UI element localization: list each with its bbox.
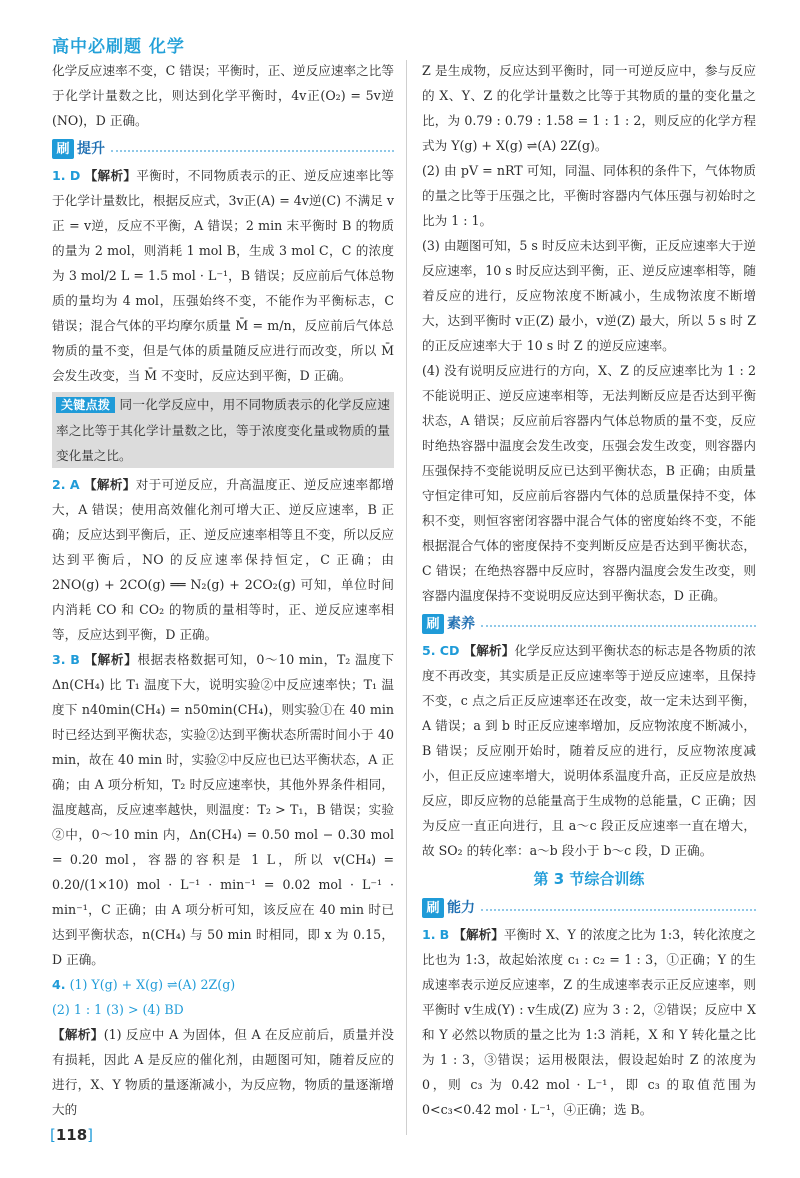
question-number: 3. xyxy=(52,652,66,667)
part-3-paragraph: (3) 由题图可知，5 s 时反应未达到平衡，正反应速率大于逆反应速率，10 s 时反应达到平衡，正、逆反应速率相等，随着反应的进行，反应物浓度不断减小，生成物浓度不断增大，达到平衡时 v正(Z) 最小，v逆(Z) 最大，所以 5 s 时 Z 的正反应速率大于 10 s 时 Z 的逆反应速率。 xyxy=(422,238,756,353)
dotted-rule xyxy=(111,150,394,152)
question-number: 1. xyxy=(422,927,436,942)
page-number: [118] xyxy=(50,1126,94,1144)
analysis-tag: 【解析】 xyxy=(84,477,136,492)
analysis-text: (1) 反应中 A 为固体，但 A 在反应前后，质量并没有损耗，因此 A 是反应的催化剂，由题图可知，随着反应的进行，X、Y 物质的量逐渐减小，为反应物，物质的量逐渐增大的 xyxy=(52,1027,395,1117)
chapter-title: 第 3 节综合训练 xyxy=(533,870,645,888)
question-5 xyxy=(422,638,756,863)
key-tip-box xyxy=(52,392,394,468)
section-title: 素养 xyxy=(447,615,475,632)
answer-line-2: (2) 1 : 1 (3) > (4) BD xyxy=(52,1002,184,1017)
question-number: 4. xyxy=(52,977,66,992)
question-number: 2. xyxy=(52,477,66,492)
analysis-text: 根据表格数据可知，0～10 min，T₂ 温度下 Δn(CH₄) 比 T₁ 温度下大，说明实验②中反应速率快；T₁ 温度下 n40min(CH₄) = n50min(CH₄)，则实验①在 40 min 时已经达到平衡状态，实验②达到平衡状态所需时间小于 40 min，故在 40 min 时，实验②中反应也已达平衡状态，A 正确；由 A 项分析知，T₂ 时反应速率快，其他外界条件相同，温度越高，反应速率越快，则温度：T₂ > T₁，B 错误；实验②中，0～10 min 内，Δn(CH₄) = 0.50 mol − 0.30 mol = 0.20 mol，容器的容积是 1 L，所以 v(CH₄) = 0.20/(1×10) mol · L⁻¹ · min⁻¹ = 0.02 mol · L⁻¹ · min⁻¹，C 正确；由 A 项分析可知，该反应在 40 min 时已达到平衡状态，n(CH₄) 与 50 min 时相同，即 x 为 0.15，D 正确。 xyxy=(52,652,394,967)
answer-letter: B xyxy=(439,927,450,942)
dotted-rule xyxy=(481,909,756,911)
analysis-tag: 【解析】 xyxy=(453,927,504,942)
question-6 xyxy=(422,922,756,1122)
intro-paragraph: 化学反应速率不变，C 错误；平衡时，正、逆反应速率之比等于化学计量数之比，则达到化学平衡时，4v正(O₂) = 5v逆(NO)，D 正确。 xyxy=(52,63,394,128)
right-column xyxy=(422,58,756,1122)
bracket-right-icon: ] xyxy=(87,1126,94,1144)
answer-letter: CD xyxy=(439,643,460,658)
question-2 xyxy=(52,472,394,647)
question-number: 5. xyxy=(422,643,436,658)
question-4-analysis xyxy=(52,1022,394,1122)
question-4-answers xyxy=(52,972,394,997)
question-3 xyxy=(52,647,394,972)
section-title: 能力 xyxy=(447,899,475,916)
left-column xyxy=(52,58,394,1122)
book-title: 高中必刷题 化学 xyxy=(52,37,185,57)
analysis-text: 对于可逆反应，升高温度正、逆反应速率都增大，A 错误；使用高效催化剂可增大正、逆反应速率，B 正确；反应达到平衡后，正、逆反应速率相等且不变，所以反应达到平衡后，NO 的反应速率保持恒定，C 正确；由 2NO(g) + 2CO(g) ══ N₂(g) + 2CO₂(g) 可知，单位时间内消耗 CO 和 CO₂ 的物质的量相等时，正、逆反应速率相等，反应达到平衡，D 正确。 xyxy=(52,477,394,642)
section-header-nengli xyxy=(422,896,756,920)
answer-letter: D xyxy=(69,168,81,183)
key-tip-text: 同一化学反应中，用不同物质表示的化学反应速率之比等于其化学计量数之比，等于浓度变化量或物质的量变化量之比。 xyxy=(56,397,390,463)
analysis-text: 平衡时 X、Y 的浓度之比为 1:3，转化浓度之比也为 1:3，故起始浓度 c₁ : c₂ = 1 : 3，①正确；Y 的生成速率表示逆反应速率，Z 的生成速率表示正反应速率，则平衡时 v生成(Y) : v生成(Z) 应为 3 : 2，②错误；反应中 X 和 Y 必然以物质的量之比为 1:3 消耗，X 和 Y 转化量之比为 1 : 3，③错误；运用极限法，假设起始时 Z 的浓度为 0，则 c₃ 为 0.42 mol · L⁻¹，即 c₃ 的取值范围为 0<c₃<0.42 mol · L⁻¹，④正确；选 B。 xyxy=(422,927,756,1117)
answer-letter: B xyxy=(70,652,80,667)
analysis-tag: 【解析】 xyxy=(463,643,515,658)
section-title: 提升 xyxy=(77,140,105,157)
question-1 xyxy=(52,163,394,388)
part-2-paragraph: (2) 由 pV = nRT 可知，同温、同体积的条件下，气体物质的量之比等于压强之比，平衡时容器内气体压强与初始时之比为 1 : 1。 xyxy=(422,163,756,228)
column-divider xyxy=(406,60,407,1135)
section-badge: 刷 xyxy=(422,898,444,918)
key-tip-label: 关键点拨 xyxy=(56,397,115,413)
bracket-left-icon: [ xyxy=(50,1126,56,1144)
analysis-tag: 【解析】 xyxy=(52,1027,104,1042)
answer-line-1: (1) Y(g) + X(g) ⇌(A) 2Z(g) xyxy=(69,977,236,992)
section-badge: 刷 xyxy=(52,139,74,159)
analysis-tag: 【解析】 xyxy=(84,652,138,667)
dotted-rule xyxy=(481,625,756,627)
section-badge: 刷 xyxy=(422,614,444,634)
continued-paragraph: Z 是生成物，反应达到平衡时，同一可逆反应中，参与反应的 X、Y、Z 的化学计量数之比等于其物质的量的变化量之比，为 0.79 : 0.79 : 1.58 = 1 : 1 : 2，则反应的化学方程式为 Y(g) + X(g) ⇌(A) 2Z(g)。 xyxy=(422,63,756,153)
analysis-text: 化学反应达到平衡状态的标志是各物质的浓度不再改变，其实质是正反应速率等于逆反应速率，且保持不变，c 点之后正反应速率还在改变，故一定未达到平衡，A 错误；a 到 b 时正反应速率增加，反应物浓度不断减小，B 错误；反应刚开始时，随着反应的进行，反应物浓度减小，但正反应速率增大，说明体系温度升高，正反应是放热反应，即反应物的总能量高于生成物的总能量，C 正确；因为反应一直正向进行，且 a～c 段正反应速率一直在增大，故 SO₂ 的转化率：a～b 段小于 b～c 段，D 正确。 xyxy=(422,643,757,858)
analysis-text: 平衡时，不同物质表示的正、逆反应速率比等于化学计量数比，根据反应式，3v正(A) = 4v逆(C) 不满足 v正 = v逆，反应不平衡，A 错误；2 min 末平衡时 B 的物质的量为 2 mol，则消耗 1 mol B，生成 3 mol C，C 的浓度为 3 mol/2 L = 1.5 mol · L⁻¹，B 错误；反应前后气体总物质的量均为 4 mol，压强始终不变，不能作为平衡标志，C 错误；混合气体的平均摩尔质量 M̄ = m/n，反应前后气体总物质的量不变，但是气体的质量随反应进行而改变，所以 M̄ 会发生改变，当 M̄ 不变时，反应达到平衡，D 正确。 xyxy=(52,168,394,383)
question-number: 1. xyxy=(52,168,66,183)
section-header-tisheng xyxy=(52,137,394,161)
answer-letter: A xyxy=(69,477,80,492)
analysis-tag: 【解析】 xyxy=(84,168,137,183)
part-4-paragraph: (4) 没有说明反应进行的方向，X、Z 的反应速率比为 1 : 2 不能说明正、逆反应速率相等，无法判断反应是否达到平衡状态，A 错误；反应前后容器内气体总物质的量不变，反应时绝热容器中温度会发生改变，压强会发生改变，则容器内压强保持不变能说明反应已达到平衡状态，B 正确；由质量守恒定律可知，反应前后容器内气体的总质量保持不变，体积不变，则恒容密闭容器中混合气体的密度始终不变，不能根据混合气体的密度保持不变判断反应是否达到平衡状态，C 错误；在绝热容器中反应时，容器内温度会发生改变，则容器内温度保持不变说明反应达到平衡状态，D 正确。 xyxy=(422,363,756,603)
section-header-suyang xyxy=(422,612,756,636)
